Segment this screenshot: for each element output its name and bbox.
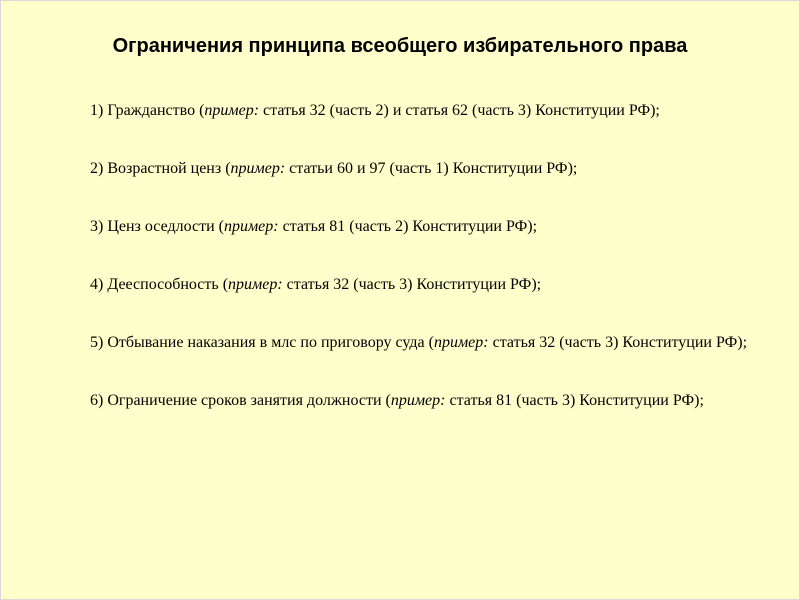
item-text: 2) Возрастной ценз (: [90, 160, 231, 177]
example-label: пример:: [204, 102, 260, 119]
list-item: [78, 157, 768, 181]
item-reference: статья 32 (часть 2) и статья 62 (часть 3) Конституции РФ);: [259, 102, 660, 119]
item-text: 4) Дееспособность (: [90, 276, 229, 293]
example-label: пример:: [230, 160, 286, 177]
list-item: [78, 389, 768, 413]
example-label: пример:: [223, 218, 279, 235]
item-reference: статьи 60 и 97 (часть 1) Конституции РФ);: [285, 160, 578, 177]
example-label: пример:: [228, 276, 283, 293]
list-item: [78, 273, 768, 297]
item-reference: статья 81 (часть 2) Конституции РФ);: [278, 218, 538, 235]
item-text: 5) Отбывание наказания в млс по приговору суда (: [90, 334, 434, 351]
slide-title: Ограничения принципа всеобщего избирательного права: [112, 35, 688, 57]
item-reference: статья 32 (часть 3) Конституции РФ);: [282, 276, 542, 293]
example-label: пример:: [433, 334, 489, 351]
list-item: [78, 99, 768, 123]
list-item: [78, 215, 768, 239]
example-label: пример:: [390, 392, 446, 409]
item-reference: статья 32 (часть 3) Конституции РФ);: [488, 334, 748, 351]
restrictions-list: [78, 99, 768, 447]
list-item: [78, 331, 768, 355]
item-text: 6) Ограничение сроков занятия должности (: [90, 392, 391, 409]
item-text: 3) Ценз оседлости (: [90, 218, 224, 235]
item-text: 1) Гражданство (: [90, 102, 205, 119]
item-reference: статья 81 (часть 3) Конституции РФ);: [445, 392, 704, 409]
